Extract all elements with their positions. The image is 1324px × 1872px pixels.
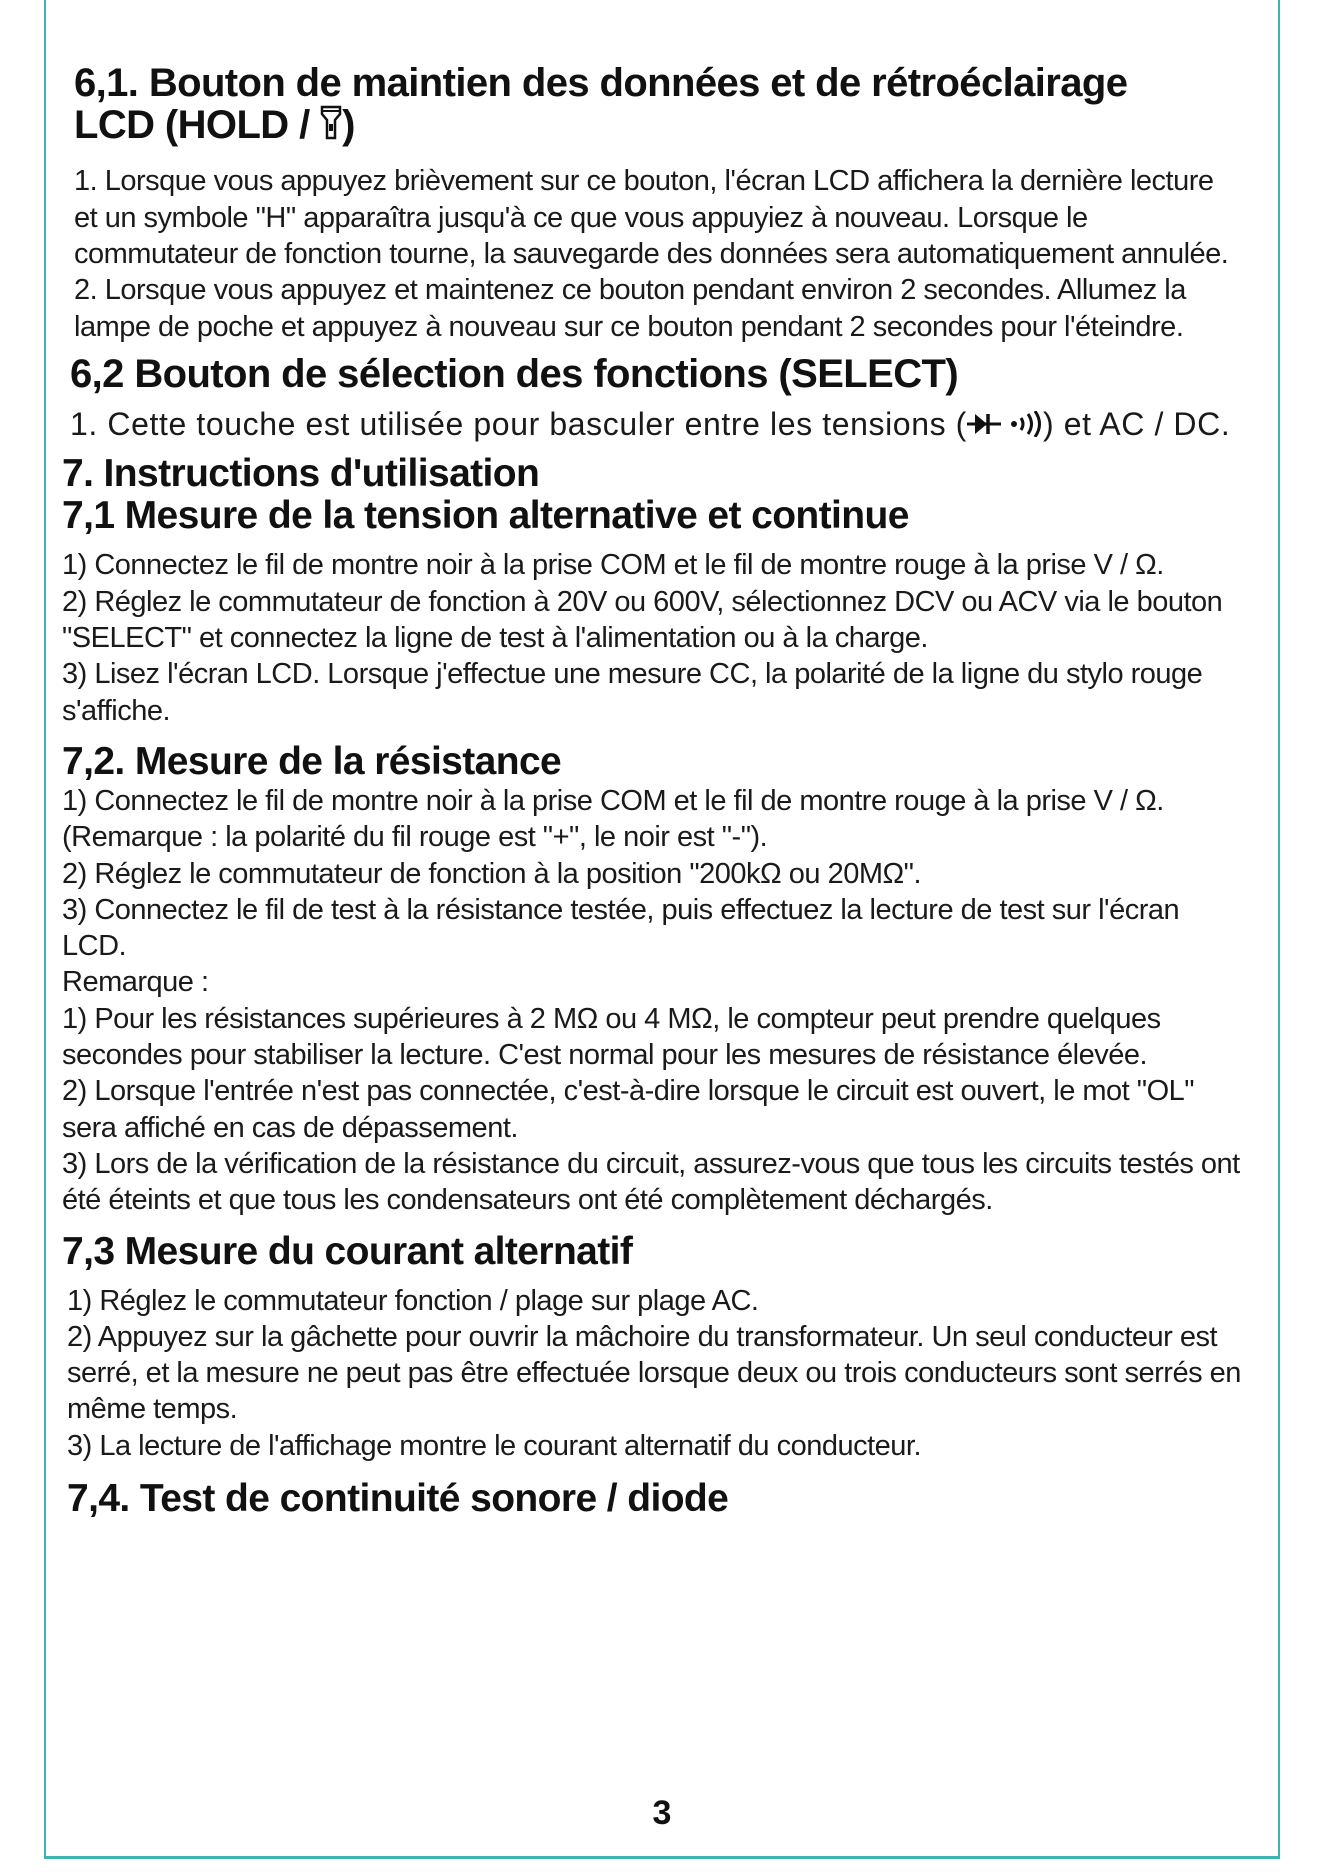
section-7-2-title: 7,2. Mesure de la résistance: [62, 739, 562, 783]
section-7-3: [62, 1231, 1242, 1464]
section-7-3-para-2: 2) Appuyez sur la gâchette pour ouvrir la mâchoire du transformateur. Un seul conducteur est serré, et la mesure ne peut pas être effectuée lorsque deux ou trois conducteurs sont serrés en même temps.: [67, 1320, 1241, 1426]
diode-icon: [967, 407, 1001, 445]
page-frame-bottom: [44, 1856, 1280, 1859]
section-7-1: [62, 495, 1242, 728]
section-6-1-para-1: 1. Lorsque vous appuyez brièvement sur ce bouton, l'écran LCD affichera la dernière lecture et un symbole "H" apparaîtra jusqu'à ce que vous appuyiez à nouveau. Lorsque le commutateur de fonction tourne, la sauvegarde des données sera automatiquement annulée.: [74, 165, 1229, 271]
section-7-2-para-3: 3) Connectez le fil de test à la résistance testée, puis effectuez la lecture de test sur l'écran LCD.: [62, 893, 1180, 963]
section-6-1-para-2: 2. Lorsque vous appuyez et maintenez ce bouton pendant environ 2 secondes. Allumez la lampe de poche et appuyez à nouveau sur ce bouton pendant 2 secondes pour l'éteindre.: [74, 274, 1186, 343]
section-6-2-para-1-end: ) et AC / DC.: [1042, 405, 1231, 442]
page-frame-right: [1278, 0, 1280, 1858]
section-7-3-title: 7,3 Mesure du courant alternatif: [62, 1229, 633, 1273]
section-7-title: 7. Instructions d'utilisation: [62, 452, 540, 496]
section-7-2-note-label: Remarque :: [62, 966, 209, 999]
section-6-2: [62, 353, 1242, 446]
page-number: 3: [652, 1794, 672, 1832]
section-7-1-para-1: 1) Connectez le fil de montre noir à la prise COM et le fil de montre rouge à la prise V / Ω.: [62, 549, 1164, 582]
section-7-1-title: 7,1 Mesure de la tension alternative et continue: [62, 494, 909, 538]
page-content: [62, 62, 1242, 1528]
section-6-1: [62, 62, 1242, 345]
section-7-2-note-2: 2) Lorsque l'entrée n'est pas connectée, c'est-à-dire lorsque le circuit est ouvert, le mot "OL" sera affiché en cas de dépassement.: [62, 1075, 1195, 1144]
section-7-4-title: 7,4. Test de continuité sonore / diode: [67, 1477, 729, 1520]
section-7: [62, 453, 1242, 495]
section-7-2-note-3: 3) Lors de la vérification de la résistance du circuit, assurez-vous que tous les circuits testés ont été éteints et que tous les condensateurs ont été complètement déchargés.: [62, 1147, 1240, 1217]
section-6-1-title: [74, 62, 1242, 149]
section-7-2: [62, 741, 1242, 1219]
section-7-3-para-1: 1) Réglez le commutateur fonction / plage sur plage AC.: [67, 1284, 759, 1317]
section-7-2-note-1: 1) Pour les résistances supérieures à 2 MΩ ou 4 MΩ, le compteur peut prendre quelques secondes pour stabiliser la lecture. C'est normal pour les mesures de résistance élevée.: [62, 1002, 1161, 1072]
section-7-2-para-1: 1) Connectez le fil de montre noir à la prise COM et le fil de montre rouge à la prise V / Ω. (Remarque : la polarité du fil rouge est "+", le noir est "-").: [62, 784, 1164, 854]
section-6-2-para-1: [70, 405, 1242, 446]
page-frame-left: [44, 0, 46, 1858]
section-7-1-para-2: 2) Réglez le commutateur de fonction à 20V ou 600V, sélectionnez DCV ou ACV via le bouton "SELECT" et connectez la ligne de test à l'alimentation ou à la charge.: [62, 585, 1223, 655]
section-7-4: [62, 1478, 1242, 1520]
section-7-1-para-3: 3) Lisez l'écran LCD. Lorsque j'effectue une mesure CC, la polarité de la ligne du stylo rouge s'affiche.: [62, 658, 1203, 727]
flashlight-icon: [320, 105, 342, 149]
section-6-1-title-line1: 6,1. Bouton de maintien des données et de rétroéclairage: [74, 61, 1128, 105]
section-6-2-para-1-start: 1. Cette touche est utilisée pour basculer entre les tensions (: [70, 405, 967, 442]
section-6-1-title-line2: LCD (HOLD /: [74, 103, 321, 147]
section-6-1-title-close: ): [342, 103, 355, 147]
section-6-2-title: 6,2 Bouton de sélection des fonctions (SELECT): [70, 351, 959, 396]
section-7-2-para-2: 2) Réglez le commutateur de fonction à la position "200kΩ ou 20MΩ".: [62, 857, 922, 890]
sound-wave-icon: [1009, 407, 1043, 445]
section-7-3-para-3: 3) La lecture de l'affichage montre le courant alternatif du conducteur.: [67, 1429, 922, 1462]
